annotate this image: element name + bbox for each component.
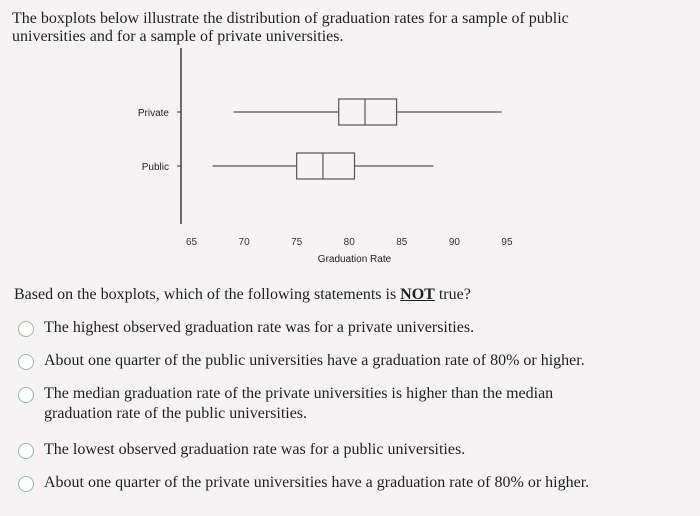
- iqr-box: [297, 153, 355, 179]
- option-3[interactable]: [18, 384, 584, 424]
- prompt-emphasis: NOT: [400, 286, 435, 303]
- radio-button[interactable]: [18, 476, 34, 492]
- radio-button[interactable]: [18, 354, 34, 370]
- radio-button[interactable]: [18, 387, 34, 403]
- x-tick-label: 90: [448, 237, 460, 248]
- option-4[interactable]: [18, 440, 604, 460]
- category-label: Private: [137, 108, 169, 119]
- radio-button[interactable]: [18, 321, 34, 337]
- x-tick-label: 80: [343, 237, 355, 248]
- option-label: The highest observed graduation rate was for a private universities.: [44, 319, 475, 336]
- prompt-after: true?: [434, 286, 471, 303]
- radio-button[interactable]: [18, 443, 34, 459]
- x-tick-label: 65: [185, 237, 198, 248]
- question-prompt: [14, 286, 654, 304]
- boxplot-chart: [120, 46, 540, 271]
- option-1[interactable]: [18, 318, 604, 338]
- option-2[interactable]: [18, 351, 604, 371]
- option-label: About one quarter of the private universities have a graduation rate of 80% or higher.: [44, 474, 590, 491]
- x-tick-label: 85: [396, 237, 408, 248]
- option-label: About one quarter of the public universities have a graduation rate of 80% or higher.: [44, 352, 585, 369]
- x-axis-label: Graduation Rate: [317, 254, 392, 265]
- option-5[interactable]: [18, 473, 604, 493]
- category-label: Public: [141, 162, 169, 173]
- iqr-box: [339, 99, 397, 125]
- x-tick-label: 95: [501, 237, 513, 248]
- question-intro: The boxplots below illustrate the distribution of graduation rates for a sample of public universities and for a sample of private universities.: [12, 10, 569, 45]
- x-tick-label: 75: [291, 237, 303, 248]
- option-label: The lowest observed graduation rate was for a public universities.: [44, 441, 466, 458]
- x-tick-label: 70: [238, 237, 250, 248]
- prompt-before: Based on the boxplots, which of the following statements is: [14, 286, 401, 303]
- option-label: The median graduation rate of the private universities is higher than the median graduation rate of the public universities.: [44, 385, 554, 422]
